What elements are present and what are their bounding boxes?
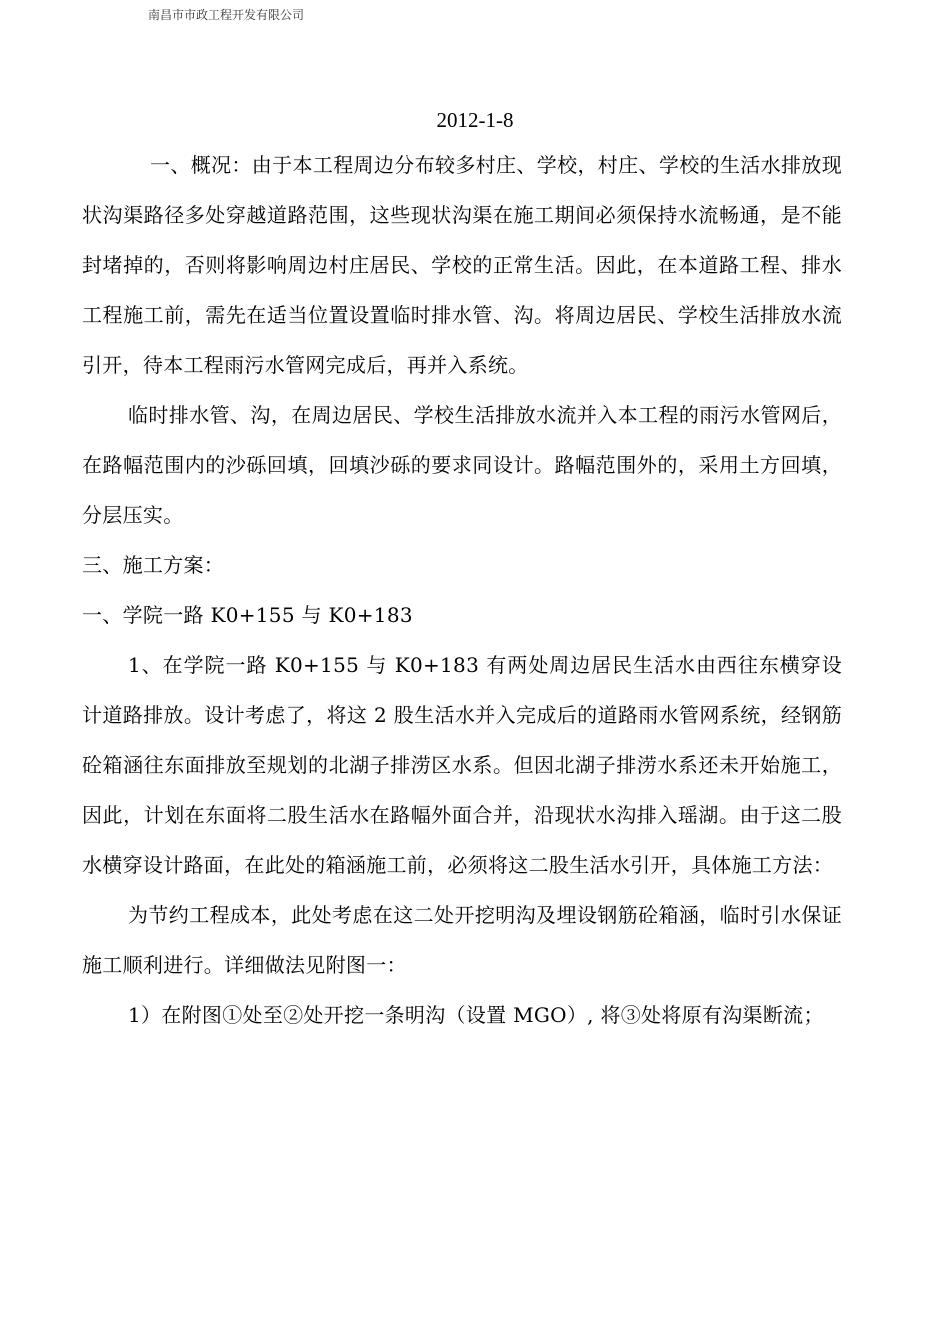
document-body <box>82 140 842 1040</box>
paragraph-step-1: 1）在附图①处至②处开挖一条明沟（设置 MGO）, 将③处将原有沟渠断流； <box>128 1003 824 1027</box>
heading-xueyuan-road: 一、学院一路 K0+155 与 K0+183 <box>82 603 413 627</box>
paragraph-item-1: 1、在学院一路 K0+155 与 K0+183 有两处周边居民生活水由西往东横穿设计道路排放。设计考虑了，将这 2 股生活水并入完成后的道路雨水管网系统，经钢筋砼箱涵往东面排放至规划的北湖子排涝区水系。但因北湖子排涝水系还未开始施工，因此，计划在东面将二股生活水在路幅外面合并，沿现状水沟排入瑶湖。由于这二股水横穿设计路面，在此处的箱涵施工前，必须将这二股生活水引开，具体施工方法： <box>82 653 842 877</box>
paragraph-overview: 一、概况：由于本工程周边分布较多村庄、学校，村庄、学校的生活水排放现状沟渠路径多处穿越道路范围，这些现状沟渠在施工期间必须保持水流畅通，是不能封堵掉的，否则将影响周边村庄居民、学校的正常生活。因此，在本道路工程、排水工程施工前，需先在适当位置设置临时排水管、沟。将周边居民、学校生活排放水流引开，待本工程雨污水管网完成后，再并入系统。 <box>82 153 842 377</box>
heading-construction-plan: 三、施工方案： <box>82 553 225 577</box>
company-header: 南昌市市政工程开发有限公司 <box>148 8 305 22</box>
paragraph-temporary-drainage: 临时排水管、沟，在周边居民、学校生活排放水流并入本工程的雨污水管网后，在路幅范围内的沙砾回填，回填沙砾的要求同设计。路幅范围外的，采用土方回填，分层压实。 <box>82 403 842 527</box>
document-date: 2012-1-8 <box>436 108 514 132</box>
paragraph-cost-saving: 为节约工程成本，此处考虑在这二处开挖明沟及埋设钢筋砼箱涵，临时引水保证施工顺利进行。详细做法见附图一： <box>82 903 842 977</box>
